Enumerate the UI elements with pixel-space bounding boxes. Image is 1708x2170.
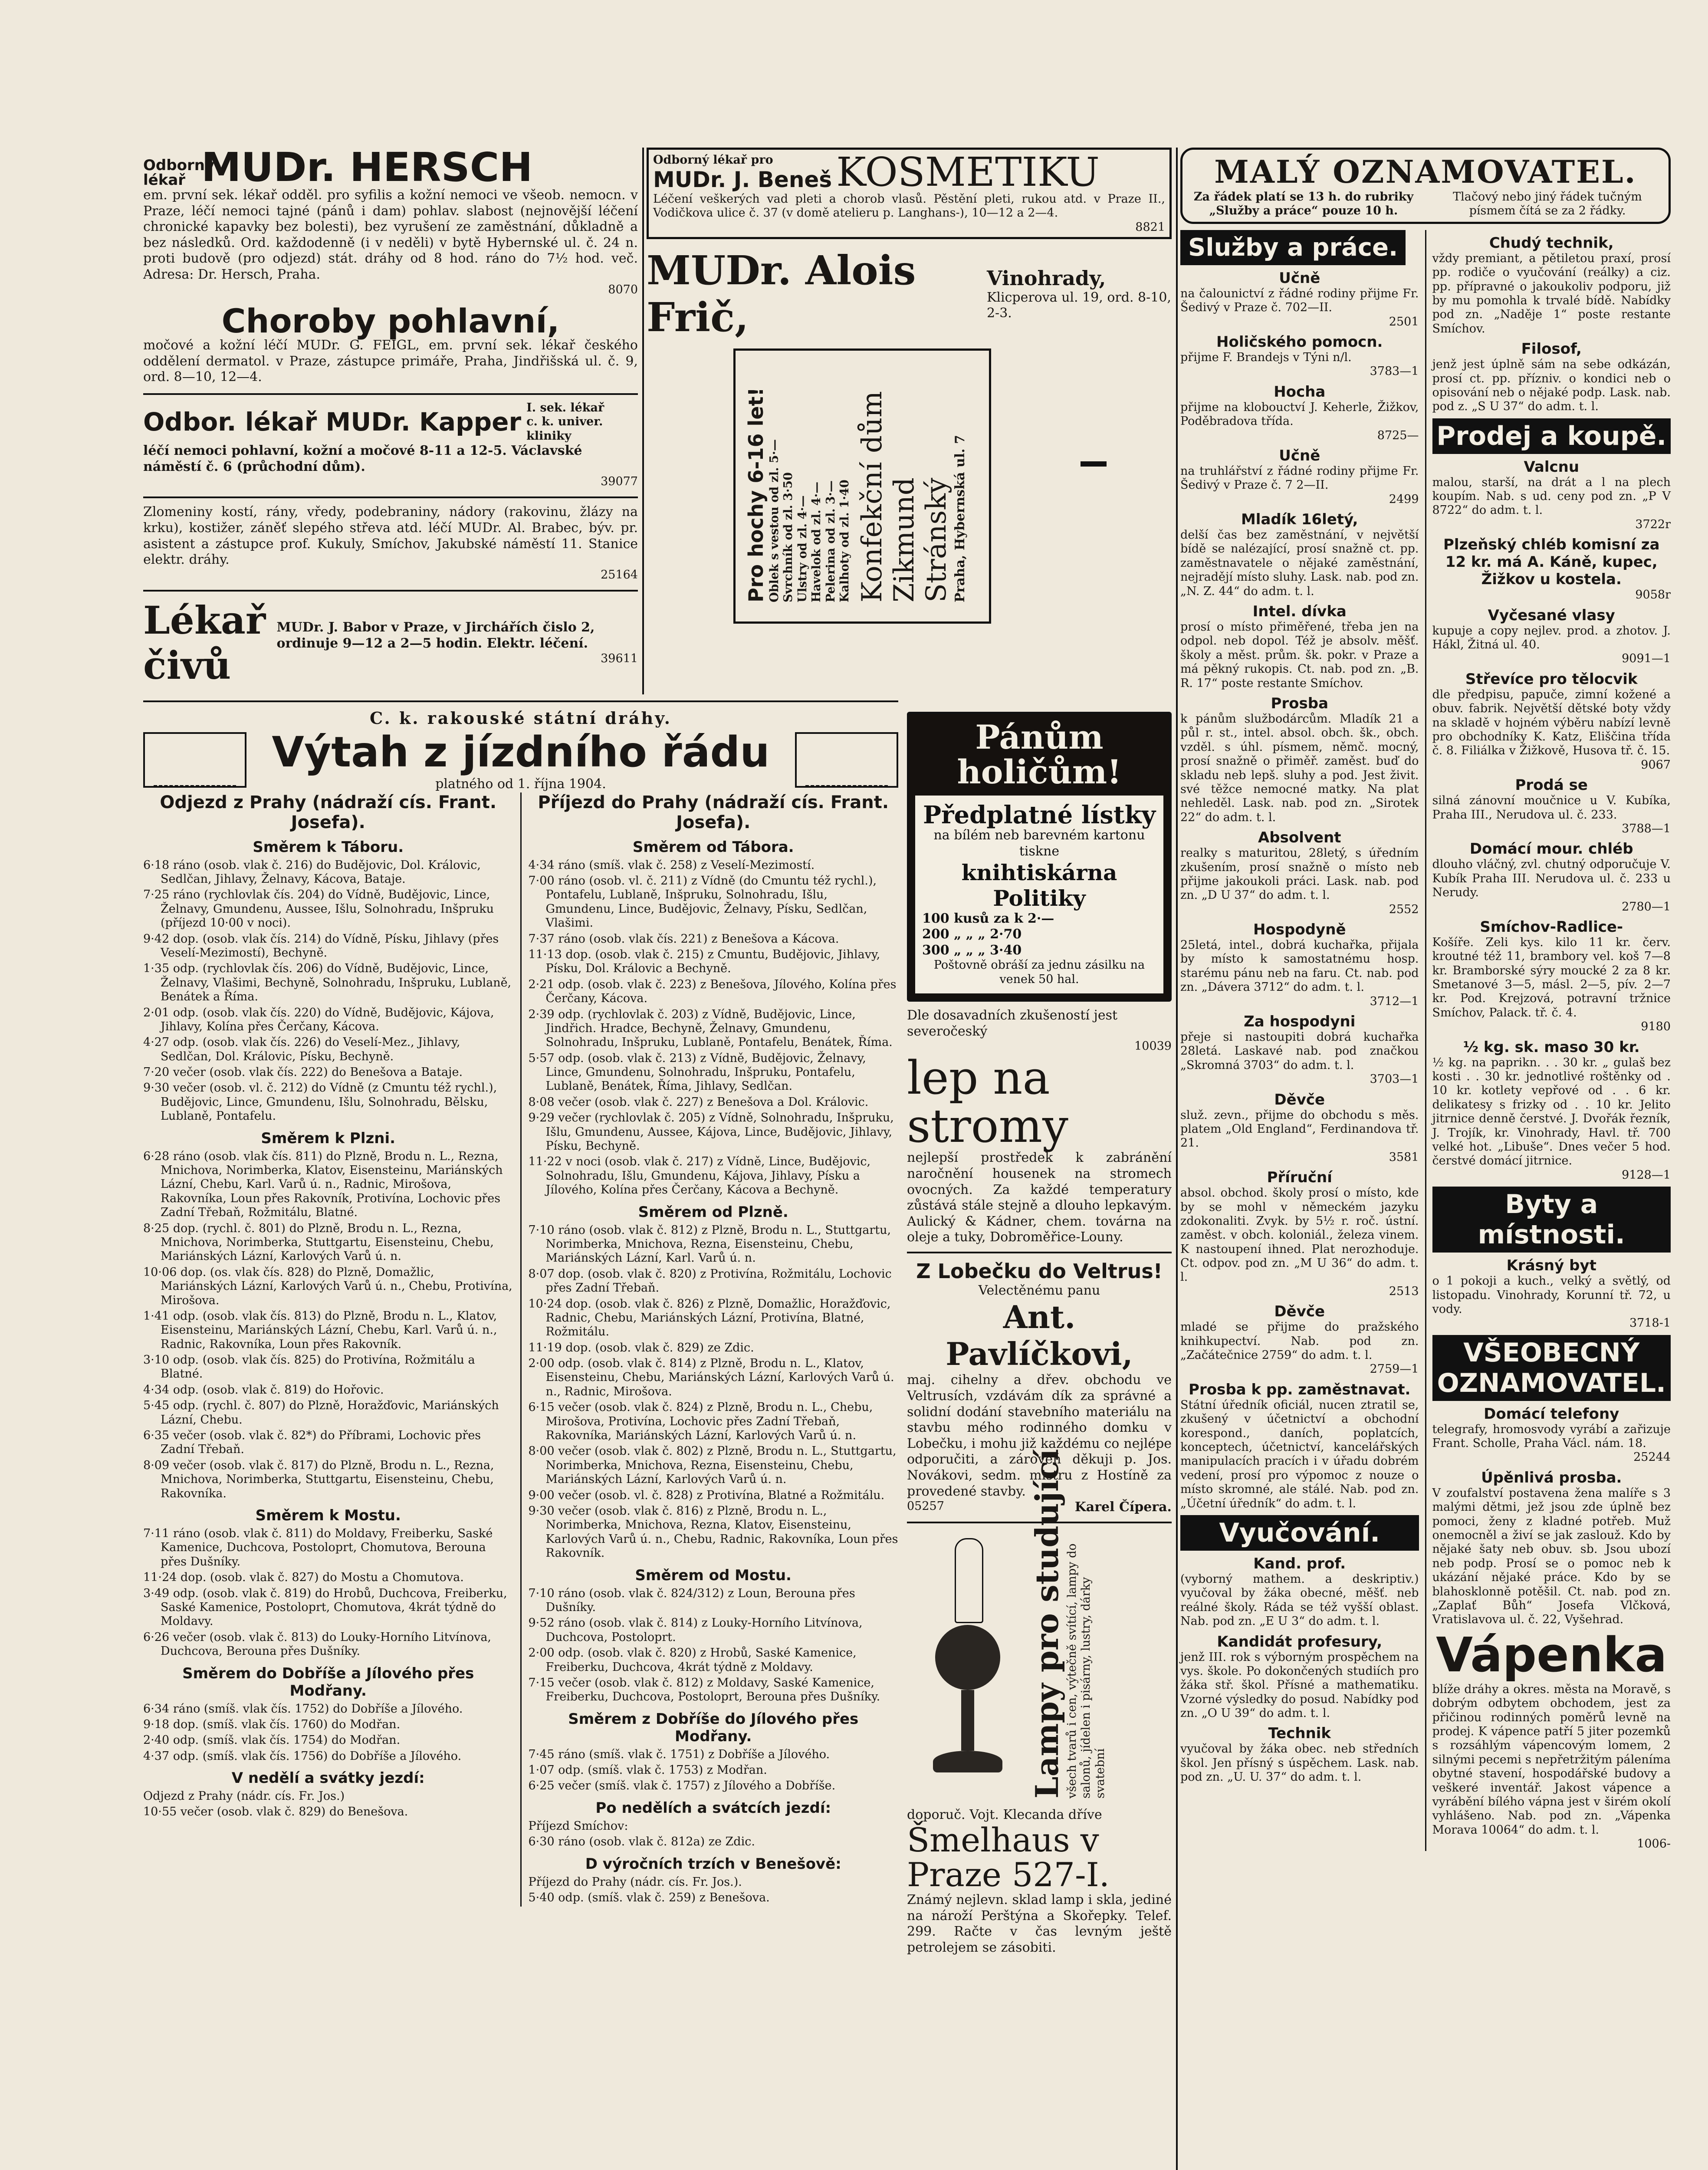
divider bbox=[143, 700, 898, 702]
classified-heading: Valcnu bbox=[1524, 458, 1580, 476]
lamp-vert: Lampy pro studující bbox=[1028, 1449, 1065, 1798]
kapper-title: Odbor. lékař MUDr. Kapper bbox=[143, 407, 522, 437]
tt-column-title: Odjezd z Prahy (nádraží cís. Frant. Josefa). bbox=[160, 792, 497, 832]
classified-num: 3788—1 bbox=[1622, 822, 1671, 835]
tt-entry: 7·11 ráno (osob. vlak č. 811) do Moldavy, Freiberku, Saské Kamenice, Duchcova, Postoloprt, Chomutova, Berouna přes Dušníky. bbox=[143, 1527, 493, 1568]
stransky-ad bbox=[647, 349, 1172, 618]
tt-entry: 8·09 večer (osob. vlak č. 817) do Plzně, Brodu n. L., Rezna, Mnichova, Norimberka, Stuttgartu, Eisensteinu, Chebu, Rakovníka. bbox=[143, 1458, 494, 1500]
classified-text: na truhlářství z řádné rodiny přijme Fr. Šedivý v Praze č. 7 2—II. bbox=[1180, 464, 1419, 492]
feigl-ad bbox=[143, 301, 638, 385]
section-tuition: Vyučování. bbox=[1180, 1515, 1419, 1551]
classified-heading: Úpěnlivá prosba. bbox=[1481, 1469, 1622, 1486]
classified-heading: Učně bbox=[1279, 447, 1320, 464]
stransky-item: Havelok od zl. 4·— bbox=[810, 482, 824, 603]
tt-entry: Odjezd z Prahy (nádr. cís. Fr. Jos.) bbox=[143, 1789, 345, 1803]
classified-text: Státní úředník oficiál, nucen ztratil se, zkušený v účetnictví a obchodní korespond., daních, poplatcích, konceptech, účetnictví, kancelářských manipulacích pracích i v úřadu dobrém vedení, prosí pro výpomoc z nouze o místo skromné, ale stálé. Nab. pod zn. „Účetní úředník“ do adm. t. l. bbox=[1180, 1398, 1419, 1510]
classified-heading: Technik bbox=[1268, 1725, 1331, 1743]
tt-column-title: Příjezd do Prahy (nádraží cís. Frant. Josefa). bbox=[538, 792, 889, 832]
tt-section-heading: Směrem od Tábora. bbox=[632, 838, 794, 856]
classifieds-right bbox=[1432, 230, 1671, 1851]
tt-entry: 2·00 odp. (osob. vlak č. 814) z Plzně, Brodu n. L., Klatov, Eisensteinu, Chebu, Mariánských Lázní, Karlových Varů ú. n., Radnic, Mirošova. bbox=[528, 1357, 894, 1398]
lep-text: nejlepší prostředek k zabránění naročnění housenek na stromech ovocných. Za každé temperatury zůstává stále stejně a dlouho lepkavým. Aulický & Kádner, chem. továrna na oleje a tuky, Dobroměřice-Louny. bbox=[907, 1150, 1172, 1245]
stransky-item: Svrchník od zl. 3·50 bbox=[782, 472, 795, 603]
tt-section-heading: Směrem k Plzni. bbox=[261, 1129, 396, 1147]
classified-num: 2501 bbox=[1389, 315, 1419, 329]
tt-entry: 5·45 odp. (rychl. č. 807) do Plzně, Horažďovic, Mariánských Lázní, Chebu. bbox=[143, 1399, 499, 1427]
babor-num: 39611 bbox=[601, 651, 638, 665]
classified-text: 25letá, intel., dobrá kuchařka, přijala by místo k samostatnému hosp. starému pánu neb na faru. Ct. nab. pod zn. „Dávera 3712“ do adm. t. l. bbox=[1180, 938, 1419, 994]
tt-sunday-l4: 5·40 odp. (smíš. vlak č. 259) z Benešova. bbox=[528, 1891, 770, 1905]
tt-departures bbox=[143, 792, 513, 1907]
tt-section-heading: Směrem od Plzně. bbox=[638, 1203, 788, 1221]
holic-text: na bílém neb barevném kartonu tiskne bbox=[933, 828, 1145, 859]
classified-text: absol. obchod. školy prosí o místo, kde by se mohl v německém jazyku zdokonaliti. Zvyk. by 5½ r. roč. ústní. zaměst. v obch. koloniál., železa vinem. K nastoupení ihned. Plat nerozhoduje. Ct. odpov. pod zn. „M U 36“ do adm. t. l. bbox=[1180, 1186, 1419, 1284]
divider bbox=[143, 590, 638, 592]
classifieds-title: MALÝ OZNAMOVATEL. bbox=[1214, 153, 1637, 190]
classified-heading: Filosof, bbox=[1521, 340, 1582, 358]
tt-entry: 1·35 odp. (rychlovlak čís. 206) do Vídně, Budějovic, Lince, Želnavy, Vlašimi, Bechyně, Solnohradu, Inšpruku, Lublaně, Benátek a Říma. bbox=[143, 962, 512, 1004]
column-rule bbox=[1176, 148, 1178, 2170]
lep-num: 10039 bbox=[1134, 1039, 1172, 1053]
classified-heading: Krásný byt bbox=[1506, 1257, 1596, 1275]
classified-num: 9180 bbox=[1641, 1020, 1671, 1034]
section-buy-sell: Prodej a koupě. bbox=[1432, 418, 1671, 454]
fric-ad bbox=[647, 247, 1172, 341]
holic-firm: knihtiskárna Politiky bbox=[961, 859, 1117, 911]
tt-entry: 9·00 večer (osob. vl. č. 828) z Protivína, Blatné a Rožmitálu. bbox=[528, 1488, 885, 1502]
classified-text: služ. zevn., přijme do obchodu s měs. platem „Old England“, Ferdinandova tř. 21. bbox=[1180, 1108, 1419, 1150]
classified-heading: Absolvent bbox=[1258, 829, 1341, 847]
babor-text: MUDr. J. Babor v Praze, v Jirchářích čislo 2, ordinuje 9—12 a 2—5 hodin. Elektr. léčení. bbox=[276, 620, 595, 651]
classified-text: prosí o místo přiměřené, třeba jen na odpol. neb dopol. Též je absolv. měšť. školy a měst. prům. šk. pokr. v Praze a má pěkný rukopis. Ct. nab. pod zn. „B. R. 17“ poste restante Smíchov. bbox=[1180, 620, 1419, 690]
babor-title: Lékař čivů bbox=[143, 598, 266, 688]
benes-title: KOSMETIKU bbox=[836, 149, 1100, 195]
classified-num: 3718-1 bbox=[1629, 1316, 1671, 1330]
holic-inner bbox=[915, 796, 1163, 994]
tt-entry: 1·07 odp. (smíš. vlak č. 1753) z Modřan. bbox=[528, 1763, 767, 1777]
classified-text: dlouho vláčný, zvl. chutný odporučuje V. Kubík Praha III. Nerudova ul. č. 233 u Nerudy. bbox=[1432, 858, 1671, 900]
classified-text: delší čas bez zaměstnání, v největší bídě se nalézající, prosí snažně ct. pp. zaměstnavatele o nějaké zaměstnání, nejradějí místo sluhy. Lask. nab. pod zn. „N. Z. 44“ do adm. t. l. bbox=[1180, 528, 1419, 598]
classified-heading: Učně bbox=[1279, 269, 1320, 287]
tt-entry: 6·18 ráno (osob. vlak č. 216) do Budějovic, Dol. Královic, Sedlčan, Jihlavy, Želnavy, Kácova, Bataje. bbox=[143, 858, 481, 886]
tt-entry: 7·10 ráno (osob. vlak č. 824/312) z Loun, Berouna přes Dušníky. bbox=[528, 1586, 855, 1614]
classified-num: 3783—1 bbox=[1370, 365, 1419, 378]
holic-ad bbox=[907, 712, 1172, 1002]
divider bbox=[143, 393, 638, 395]
tt-entry: 1·41 odp. (osob. vlak čís. 813) do Plzně, Brodu n. L., Klatov, Eisensteinu, Mariánských Lázní, Chebu, Karl. Varů ú. n., Radnic, Rakovníka, Loun přes Rakovník. bbox=[143, 1309, 497, 1351]
classifieds-header bbox=[1180, 148, 1671, 224]
classified-text: k pánům službodárcům. Mladík 21 a půl r. st., intel. absol. obch. šk., obch. vzděl. s úhl. písmem, němč. mocný, prosí snažně o přiměř. zaměst. buď do skladu neb lepš. sluhy a pod. Jest živit. své těžce nemocné matky. Na plat nehleděl. Lask. nab. pod zn. „Sirotek 22“ do adm. t. l. bbox=[1180, 712, 1419, 824]
babor-ad bbox=[143, 598, 638, 688]
kapper-text: léčí nemoci pohlavní, kožní a močové 8-11 a 12-5. Václavské náměstí č. 6 (průchodní dům). bbox=[143, 443, 582, 474]
tt-entry: 4·27 odp. (osob. vlak čís. 226) do Veselí-Mez., Jihlavy, Sedlčan, Dol. Královic, Písku, Bechyně. bbox=[143, 1036, 460, 1063]
column-middle-ads bbox=[907, 712, 1172, 1956]
classified-num: 9058r bbox=[1635, 588, 1671, 602]
dash-mark bbox=[1081, 461, 1107, 467]
classified-num: 2759—1 bbox=[1370, 1362, 1419, 1376]
classified-text: jenž jest úplně sám na sebe odkázán, prosí ct. pp. přízniv. o kondici neb o opisování neb o nějaké podp. Lask. nab. pod z. „S U 37“ do adm. t. l. bbox=[1432, 358, 1671, 414]
tt-entry: 4·34 ráno (smíš. vlak č. 258) z Veselí-Mezimostí. bbox=[528, 858, 815, 872]
classified-num: 9128—1 bbox=[1622, 1168, 1671, 1182]
pav-num: 05257 bbox=[907, 1499, 944, 1513]
brabec-num: 25164 bbox=[601, 568, 638, 582]
classified-heading: Chudý technik, bbox=[1489, 234, 1614, 252]
locomotive-icon bbox=[143, 732, 246, 788]
tt-entry: 10·55 večer (osob. vlak č. 829) do Benešova. bbox=[143, 1805, 408, 1819]
section-services: Služby a práce. bbox=[1180, 230, 1406, 265]
classified-text: dle předpisu, papuče, zimní kožené a obuv. fabrik. Největší dětské boty vždy na skladě v hojném výběru nabízí levně pro obchodníky K. Katz, Eliščina třída č. 8. Filiálka v Žižkově, Husova tř. č. 15. bbox=[1432, 687, 1671, 758]
classified-heading: Kand. prof. bbox=[1253, 1555, 1346, 1572]
tt-entry: 9·30 večer (osob. vlak č. 816) z Plzně, Brodu n. L., Norimberka, Mnichova, Rezna, Klatov, Eisensteinu, Karlových Varů ú. n., Chebu, Radnic, Rakovníka, Loun přes Rakovník. bbox=[528, 1504, 898, 1560]
tt-entry: 2·39 odp. (rychlovlak č. 203) z Vídně, Budějovic, Lince, Jindřich. Hradce, Bechyně, Želnavy, Gmundenu, Solnohradu, Inšpruku, Lublaně, Pontafelu, Benátek, Říma. bbox=[528, 1007, 893, 1049]
tt-entry: 4·34 odp. (osob. vlak č. 819) do Hořovic. bbox=[143, 1383, 384, 1397]
tt-entry: 7·37 ráno (osob. vlak čís. 221) z Benešova a Kácova. bbox=[528, 932, 839, 946]
benes-num: 8821 bbox=[1135, 220, 1165, 234]
classified-num: 3712—1 bbox=[1370, 994, 1419, 1008]
classifieds-left bbox=[1180, 230, 1419, 1851]
classified-text: telegrafy, hromosvody vyrábí a zařizuje Frant. Scholle, Praha Václ. nám. 18. bbox=[1432, 1422, 1671, 1450]
classified-text: přeje si nastoupiti dobrá kuchařka 28letá. Laskavé nab. pod značkou „Skromná 3703“ do adm. t. l. bbox=[1180, 1030, 1419, 1072]
feigl-text: močové a kožní léčí MUDr. G. FEIGL, em. první sek. lékař českého oddělení dermatol. v Praze, zástupce primáře, Praha, Jindřišská ul. č. 9, ord. 8—10, 12—4. bbox=[143, 337, 638, 385]
tt-entry: 9·30 večer (osob. vl. č. 212) do Vídně (z Cmuntu též rychl.), Budějovic, Lince, Gmundenu, Išlu, Solnohradu, Bělsku, Lublaně, Pontafelu. bbox=[143, 1081, 497, 1123]
fric-place: Vinohrady, bbox=[986, 266, 1106, 290]
classified-heading: Hospodyně bbox=[1253, 921, 1346, 939]
classified-text: vyučoval by žáka obec. neb středních škol. Jen přísný s úspěchem. Lask. nab. pod zn. „U. U. 37“ do adm. t. l. bbox=[1180, 1742, 1419, 1784]
lep-intro: Dle dosavadních zkušeností jest severočeský bbox=[907, 1008, 1118, 1039]
tt-entry: 5·57 odp. (osob. vlak č. 213) z Vídně, Budějovic, Želnavy, Lince, Gmundenu, Solnohradu, Inšpruku, Pontafelu, Lublaně, Benátek, Říma, Jihlavy, Sedlčan. bbox=[528, 1051, 866, 1093]
classified-num: 2780—1 bbox=[1622, 900, 1671, 914]
pav-title: Z Lobečku do Veltrus! bbox=[916, 1259, 1163, 1283]
tt-entry: 2·00 odp. (osob. vlak č. 820) z Hrobů, Saské Kamenice, Freiberku, Duchcova, 4krát týdně z Moldavy. bbox=[528, 1646, 857, 1674]
benes-ad bbox=[647, 148, 1172, 239]
tt-entry: 6·28 ráno (osob. vlak čís. 811) do Plzně, Brodu n. L., Rezna, Mnichova, Norimberka, Klatov, Eisensteinu, Mariánských Lázní, Chebu, Karl. Varů ú. n., Radnic, Mirošova, Rakovníka, Loun přes Rakovník, Protivína, Lochovic přes Zadní Třebaň, Rožmitálu, Blatné. bbox=[143, 1149, 503, 1220]
brabec-ad bbox=[143, 504, 638, 582]
classified-text: o 1 pokoji a kuch., velký a světlý, od listopadu. Vinohrady, Korunní tř. 72, u vody. bbox=[1432, 1274, 1671, 1316]
tt-sunday-l2: 6·30 ráno (osob. vlak č. 812a) ze Zdic. bbox=[528, 1835, 755, 1849]
lamp-big: Šmelhaus v Praze 527-I. bbox=[907, 1821, 1110, 1894]
tt-entry: 7·20 večer (osob. vlak čís. 222) do Benešova a Bataje. bbox=[143, 1065, 463, 1079]
lamp-text: Známý nejlevn. sklad lamp i skla, jediné na nároží Perštýna a Skořepky. Telef. 299. Račte v čas levným ještě petrolejem se zásobiti. bbox=[907, 1892, 1172, 1955]
classified-heading: Za hospodyni bbox=[1244, 1013, 1356, 1031]
classified-heading: Intel. dívka bbox=[1252, 603, 1347, 621]
pav-sub: Velectěnému panu bbox=[978, 1282, 1100, 1298]
lamp-small: všech tvarů i cen, výtečně svítící, lampy do salonů, jídelen i pisárny, lustry, dárky svatební bbox=[1065, 1543, 1107, 1798]
classified-heading: Prosba k pp. zaměstnavat. bbox=[1189, 1381, 1411, 1398]
tt-entry: 8·08 večer (osob. vlak č. 227) z Benešova a Dol. Královic. bbox=[528, 1095, 869, 1109]
stransky-item: Ulstry od zl. 4·— bbox=[795, 495, 809, 603]
tt-entry: 7·25 ráno (rychlovlak čís. 204) do Vídně, Budějovic, Lince, Želnavy, Gmundenu, Aussee, Išlu, Solnohradu, Inšpruku (příjezd 10·00 v noci). bbox=[143, 888, 494, 930]
oil-lamp-icon bbox=[924, 1538, 1011, 1781]
tt-sunday-l1: Příjezd Smíchov: bbox=[528, 1819, 628, 1833]
tt-title: Výtah z jízdního řádu bbox=[272, 728, 770, 776]
classified-text: na čalounictví z řádné rodiny přijme Fr. Šedivý v Praze č. 702—II. bbox=[1180, 286, 1419, 315]
tt-entry: 9·42 dop. (osob. vlak čís. 214) do Vídně, Písku, Jihlavy (přes Veselí-Mezimostí), Bechyně. bbox=[143, 932, 499, 960]
classified-heading: Děvče bbox=[1274, 1091, 1325, 1108]
tt-entry: 8·07 dop. (osob. vlak č. 820) z Protivína, Rožmitálu, Lochovic přes Zadní Třebaň. bbox=[528, 1267, 892, 1295]
classified-text: silná zánovní moučnice u V. Kubíka, Praha III., Nerudova ul. č. 233. bbox=[1432, 794, 1671, 822]
hersch-text: em. první sek. lékař odděl. pro syfilis a kožní nemoci ve všeob. nemocn. v Praze, léčí nemoci tajné (pánů i dam) pohlav. slabost (nejnovější léčení chronické kapavky bez bolesti), bez vyrušení ze zaměstnání, důkladně a bez následků. Ord. každodenně (i v neděli) v bytě Hybernské ul. č. 24 n. proti budově (pro odjezd) stát. dráhy od 8 hod. ráno do 7½ hod. več. Adresa: Dr. Hersch, Praha. bbox=[143, 187, 638, 282]
tt-entry: 3·10 odp. (osob. vlak čís. 825) do Protivína, Rožmitálu a Blatné. bbox=[143, 1353, 475, 1381]
classified-num: 2499 bbox=[1389, 492, 1419, 506]
hersch-num: 8070 bbox=[608, 283, 638, 296]
classified-heading: Kandidát profesury, bbox=[1217, 1633, 1383, 1651]
classified-text: (vyborný mathem. a deskriptiv.) vyučoval by žáka obecné, měšť. neb reálné školy. Ráda se též vyšší oblast. Nab. pod zn. „E U 3“ do adm. t. l. bbox=[1180, 1572, 1419, 1628]
tt-entry: 9·18 dop. (smíš. vlak čís. 1760) do Modřan. bbox=[143, 1717, 401, 1731]
classified-text: kupuje a copy nejlev. prod. a zhotov. J. Hákl, Žitná ul. 40. bbox=[1432, 624, 1671, 652]
classified-num: 25244 bbox=[1633, 1450, 1671, 1464]
holic-price: 300 „ „ „ 3·40 bbox=[922, 942, 1022, 958]
benes-name: MUDr. J. Beneš bbox=[653, 167, 832, 192]
tt-entry: 4·37 odp. (smíš. vlak čís. 1756) do Dobříše a Jílového. bbox=[143, 1749, 462, 1763]
benes-text: Léčení veškerých vad pleti a chorob vlasů. Pěstění pleti, rukou atd. v Praze II., Vodičkova ulice č. 37 (v domě atelieru p. Langhans-), 10—12 a 2—4. bbox=[653, 192, 1165, 220]
stransky-frame bbox=[733, 349, 991, 624]
classifieds-rate: Za řádek platí se 13 h. do rubriky „Služby a práce“ pouze 10 h. bbox=[1193, 190, 1414, 218]
classified-num: 3581 bbox=[1389, 1150, 1419, 1164]
classified-num: 3722r bbox=[1635, 517, 1671, 531]
locomotive-icon bbox=[795, 732, 898, 788]
classified-heading: Plzeňský chléb komisní za 12 kr. má A. Káně, kupec, Žižkov u kostela. bbox=[1443, 536, 1660, 589]
classified-heading: Střevíce pro tělocvik bbox=[1465, 670, 1638, 688]
tt-entry: 6·34 ráno (smíš. vlak čís. 1752) do Dobříše a Jílového. bbox=[143, 1702, 463, 1716]
section-flats: Byty a místnosti. bbox=[1432, 1187, 1671, 1253]
classified-text: Košíře. Zeli kys. kilo 11 kr. červ. kroutné též 11, brambory vel. koš 7—8 kr. Bramborské sýry moucké 2 za 8 kr. Smetanové 3—5, másl. 2—5, pív. 2—7 kr. Pod. Krejzová, potravní tržnice Smíchov, Palack. tř. č. 4. bbox=[1432, 935, 1671, 1019]
holic-price: 100 kusů za k 2·— bbox=[922, 911, 1054, 926]
tt-section-heading: Směrem do Dobříše a Jílového přes Modřany. bbox=[182, 1664, 474, 1700]
tt-entry: 11·13 dop. (osob. vlak č. 215) z Cmuntu, Budějovic, Jihlavy, Písku, Dol. Královic a Bechyně. bbox=[528, 947, 880, 976]
column-cosmetic-ads bbox=[647, 148, 1172, 694]
section-general: VŠEOBECNÝ OZNAMOVATEL. bbox=[1432, 1335, 1671, 1401]
stransky-item: Kalhoty od zl. 1·40 bbox=[838, 480, 851, 603]
classified-num: 2513 bbox=[1389, 1284, 1419, 1298]
tt-entry: 7·15 večer (osob. vlak č. 812) z Moldavy, Saské Kamenice, Freiberku, Duchcova, Postoloprt, Berouna přes Dušníky. bbox=[528, 1676, 880, 1704]
tt-entry: 11·19 dop. (osob. vlak č. 829) ze Zdic. bbox=[528, 1341, 754, 1355]
classified-text: realky s maturitou, 28letý, s úředním zkušením, prosí snažně o místo neb přijme jakoukoli práci. Lask. nab. pod zn. „D U 37“ do adm. t. l. bbox=[1180, 846, 1419, 902]
hersch-kicker: Odborný lékař bbox=[143, 157, 215, 189]
classified-text: vždy premiant, a pětiletou praxí, prosí pp. rodiče o vyučování (reálky) a ciz. pp. přípravné o jakoukoliv podporu, již by mu pomohla k trvalé bídě. Nabídky pod zn. „Naděje 1“ poste restante Smíchov. bbox=[1432, 251, 1671, 335]
pav-name: Ant. Pavlíčkovi, bbox=[946, 1299, 1133, 1373]
column-rule bbox=[1425, 230, 1426, 1851]
tt-entry: 6·35 večer (osob. vlak č. 82*) do Příbrami, Lochovic přes Zadní Třebaň. bbox=[143, 1429, 481, 1457]
tt-sunday-l3: Příjezd do Prahy (nádr. cís. Fr. Jos.). bbox=[528, 1875, 742, 1889]
classified-text: přijme na klobouctví J. Keherle, Žižkov, Poděbradova třída. bbox=[1180, 400, 1419, 428]
classified-heading: Děvče bbox=[1274, 1303, 1325, 1321]
classified-num: 2552 bbox=[1389, 902, 1419, 916]
tt-entry: 6·15 večer (osob. vlak č. 824) z Plzně, Brodu n. L., Chebu, Mirošova, Protivína, Lochovic přes Zadní Třebaň, Rakovníka, Mariánských Lázní, Karlových Varů ú. n. bbox=[528, 1401, 873, 1443]
vapenka-title: Vápenka bbox=[1436, 1627, 1667, 1683]
classified-num: 9091—1 bbox=[1622, 652, 1671, 666]
tt-entry: 3·49 odp. (osob. vlak č. 819) do Hrobů, Duchcova, Freiberku, Saské Kamenice, Postoloprt, Chomutova, 4krát týdně do Moldavy. bbox=[143, 1586, 507, 1628]
column-rule bbox=[642, 148, 644, 694]
classified-heading: Holičského pomocn. bbox=[1216, 333, 1383, 351]
tt-entry: 9·29 večer (rychlovlak č. 205) z Vídně, Solnohradu, Inšpruku, Išlu, Gmundenu, Aussee, Kájova, Lince, Budějovic, Jihlavy, Písku, Bechyně. bbox=[528, 1111, 894, 1153]
hersch-name: MUDr. HERSCH bbox=[201, 144, 533, 191]
kapper-sub: I. sek. lékař c. k. univer. kliniky bbox=[526, 401, 604, 443]
tt-sunday-h: Po nedělích a svátcích jezdí: bbox=[595, 1799, 831, 1817]
classified-text: blíže dráhy a okres. města na Moravě, s dobrým odbytem obchodem, jest za přičinou rodinných poměrů levně na prodej. K vápence patří 5 jiter pozemků s rozsáhlým vápencovým lomem, 2 silnými pecemi s nepřetržitým páleníma obytné stavení, hospodářské budovy a veškeré inventář. Jakost vápence a vyrábění bílého vápna jest v širém okolí vyhlášeno. Nab. pod zn. „Vápenka Morava 10064“ do adm. t. l. bbox=[1432, 1682, 1671, 1837]
tt-entry: 7·00 ráno (osob. vl. č. 211) z Vídně (do Cmuntu též rychl.), Pontafelu, Lublaně, Inšpruku, Solnohradu, Išlu, Gmundenu, Lince, Budějovic, Želnavy, Písku, Sedlčan, Vlašimi. bbox=[528, 874, 877, 930]
classified-heading: Domácí mour. chléb bbox=[1469, 840, 1633, 858]
tt-entry: 8·25 dop. (rychl. č. 801) do Plzně, Brodu n. L., Rezna, Mnichova, Norimberka, Stuttgartu, Eisensteinu, Chebu, Mariánských Lázní, Karlových Varů ú. n. bbox=[143, 1221, 494, 1263]
classified-num: 9067 bbox=[1641, 758, 1671, 772]
classified-text: jenž III. rok s výborným prospěchem na vys. škole. Po dokončených studiích pro žáka stř. škol. Přísné a mathematiku. Vzorné výsledky do posud. Nabídky pod zn. „O U 39“ do adm. t. l. bbox=[1180, 1650, 1419, 1720]
fric-title: MUDr. Alois Frič, bbox=[647, 247, 916, 341]
fric-addr: Klicperova ul. 19, ord. 8-10, 2-3. bbox=[986, 289, 1171, 321]
classified-heading: Prosba bbox=[1271, 694, 1329, 712]
classified-heading: Příruční bbox=[1267, 1169, 1332, 1187]
classified-heading: Mladík 16letý, bbox=[1241, 511, 1358, 529]
lamp-firm: doporuč. Vojt. Klecanda dříve bbox=[907, 1807, 1102, 1822]
classified-heading: Smíchov-Radlice- bbox=[1480, 918, 1623, 936]
tt-entry: 2·21 odp. (osob. vlak č. 223) z Benešova, Jílového, Kolína přes Čerčany, Kácova. bbox=[528, 977, 897, 1006]
tt-entry: 2·40 odp. (smíš. vlak čís. 1754) do Modřan. bbox=[143, 1733, 401, 1747]
feigl-title: Choroby pohlavní, bbox=[221, 301, 560, 340]
kapper-ad bbox=[143, 401, 638, 489]
tt-entry: 7·45 ráno (smíš. vlak č. 1751) z Dobříše a Jílového. bbox=[528, 1747, 830, 1761]
classified-num: 1006- bbox=[1637, 1837, 1671, 1851]
tt-entry: 7·10 ráno (osob. vlak č. 812) z Plzně, Brodu n. L., Stuttgartu, Norimberka, Mnichova, Rezna, Eisensteinu, Chebu, Mariánských Lázní, Karl. Varů ú. n. bbox=[528, 1223, 891, 1265]
tt-entry: 6·26 večer (osob. vlak č. 813) do Louky-Horního Litvínova, Duchcova, Berouna přes Dušníky. bbox=[143, 1630, 492, 1658]
classified-text: malou, starší, na drát a l na plech koupím. Nab. s ud. ceny pod zn. „P V 8722“ do adm. t. l. bbox=[1432, 475, 1671, 517]
divider bbox=[143, 496, 638, 498]
timetable bbox=[143, 694, 898, 2170]
tt-section-heading: Směrem z Dobříše do Jílového přes Modřany. bbox=[568, 1710, 859, 1745]
classified-heading: Hocha bbox=[1274, 383, 1326, 401]
tt-entry: 2·01 odp. (osob. vlak čís. 220) do Vídně, Budějovic, Kájova, Jihlavy, Kolína přes Čerčany, Kácova. bbox=[143, 1006, 494, 1033]
classified-text: V zoufalství postavena žena malíře s 3 malými dětmi, jež jsou zde úplně bez pomoci, ženy z kladné potřeb. Muž onemocněl a živí se jak zaslouž. Kdo by nějaké šaty neb obuv. sb. Jsou ubozí neb podp. Prosí se o pomoc neb k ukázání nějaké práce. Kdo by se blahosklonně potěšil. Ct. nab. pod zn. „Zaplať Bůh“ Josefa Vlčková, Vratislavova ul. č. 22, Vyšehrad. bbox=[1432, 1486, 1671, 1627]
newspaper-page bbox=[143, 144, 1671, 2170]
classified-text: ½ kg. na paprikn. . . 30 kr. „ gulaš bez kosti . . 30 kr. jednotlivé roštěnky od . 10 kr. kotlety vepřové od . . 6 kr. delikatesy s frizky od . . 10 kr. Jelito jitrnice denně čerstvé. J. Dvořák řezník, J. Trojík, kr. Vinohrady, Havl. tř. 700 velké hot. „Libuše“. Dnes večer 5 hod. čerstvé domácí jitrnice. bbox=[1432, 1055, 1671, 1168]
kapper-num: 39077 bbox=[601, 475, 638, 489]
pav-text: maj. cihelny a dřev. obchodu ve Veltrusích, vzdávám dík za správné a solidní dodání stavebního materiálu na stavbu mého rodinného domku v Lobečku, i mohu již každému co nejlépe odporučiti, a zároveň děkuji p. Jos. Novákovi, sedm. mistru z Hostíně za provedené stavby. bbox=[907, 1372, 1172, 1499]
column-medical-ads bbox=[143, 144, 638, 694]
tt-company: C. k. rakouské státní dráhy. bbox=[369, 708, 672, 728]
tt-entry: 10·24 dop. (osob. vlak č. 826) z Plzně, Domažlic, Horažďovic, Radnic, Chebu, Mariánských Lázní, Protivína, Blatné, Rožmitálu. bbox=[528, 1297, 891, 1339]
tt-entry: 11·24 dop. (osob. vlak č. 827) do Mostu a Chomutova. bbox=[143, 1571, 464, 1585]
classified-heading: ½ kg. sk. maso 30 kr. bbox=[1463, 1038, 1640, 1056]
holic-title: Pánům holičům! bbox=[957, 718, 1122, 791]
classified-text: mladé se přijme do pražského knihkupectví. Nab. pod zn. „Začátečnice 2759“ do adm. t. l. bbox=[1180, 1320, 1419, 1362]
column-rule bbox=[520, 792, 522, 1907]
holic-sub: Předplatné lístky bbox=[923, 800, 1156, 829]
tt-section-heading: Směrem od Mostu. bbox=[635, 1566, 792, 1584]
tt-entry: 8·00 večer (osob. vlak č. 802) z Plzně, Brodu n. L., Stuttgartu, Norimberka, Mnichova, Rezna, Eisensteinu, Chebu, Mariánských Lázní, Karlových Varů ú. n. bbox=[528, 1444, 897, 1486]
divider bbox=[907, 1252, 1172, 1253]
holic-post: Poštovně obráší za jednu zásilku na venek 50 hal. bbox=[933, 958, 1145, 986]
stransky-item: Oblek s vestou od zl. 5·— bbox=[768, 439, 781, 603]
brabec-text: Zlomeniny kostí, rány, vředy, podebraniny, nádory (rakovinu, žlázy na krku), kostižer, záněť slepého střeva atd. léčí MUDr. Al. Brabec, býv. pr. asistent a zástupce prof. Kukuly, Smíchov, Jakubské náměstí 11. Stanice elektr. dráhy. bbox=[143, 504, 638, 568]
lep-title: lep na stromy bbox=[907, 1051, 1068, 1153]
tt-section-heading: Směrem k Táboru. bbox=[253, 838, 404, 856]
classified-heading: Prodá se bbox=[1515, 776, 1588, 794]
tt-entry: 6·25 večer (smíš. vlak č. 1757) z Jílového a Dobříše. bbox=[528, 1779, 836, 1793]
tt-entry: 10·06 dop. (os. vlak čís. 828) do Plzně, Domažlic, Mariánských Lázní, Karlových Varů ú. n., Chebu, Protivína, Mirošova. bbox=[143, 1265, 512, 1307]
tt-entry: 11·22 v noci (osob. vlak č. 217) z Vídně, Lince, Budějovic, Solnohradu, Išlu, Gmundenu, Kájova, Jihlavy, Písku a Jílového, Kolína přes Čerčany, Kácova a Bechyně. bbox=[528, 1155, 871, 1197]
column-classifieds bbox=[1180, 148, 1671, 1851]
tt-entry: 9·52 ráno (osob. vlak č. 814) z Louky-Horního Litvínova, Duchcova, Postoloprt. bbox=[528, 1616, 863, 1644]
benes-kicker: Odborný lékař pro bbox=[653, 153, 773, 167]
stransky-item: Pelerina od zl. 3·— bbox=[824, 480, 838, 603]
classified-text: přijme F. Brandejs v Týni n/l. bbox=[1180, 350, 1352, 364]
hersch-ad bbox=[143, 144, 638, 297]
classified-heading: Domácí telefony bbox=[1484, 1405, 1619, 1423]
classified-num: 8725— bbox=[1377, 428, 1419, 442]
tt-arrivals bbox=[529, 792, 899, 1907]
holic-price: 200 „ „ „ 2·70 bbox=[922, 927, 1022, 942]
stransky-head: Pro hochy 6-16 let! bbox=[744, 387, 768, 603]
stransky-big: Konfekční dům Zikmund Stránský bbox=[856, 391, 953, 603]
classified-num: 3703—1 bbox=[1370, 1072, 1419, 1086]
tt-section-heading: Směrem k Mostu. bbox=[255, 1507, 401, 1524]
classified-heading: Vyčesané vlasy bbox=[1488, 606, 1615, 624]
tt-valid: platného od 1. října 1904. bbox=[435, 776, 606, 792]
classifieds-note: Tlačový nebo jiný řádek tučným písmem čítá se za 2 řádky. bbox=[1453, 190, 1642, 218]
tt-section-heading: V nedělí a svátky jezdí: bbox=[231, 1769, 425, 1787]
tt-sunday-h2: D výročních trzích v Benešově: bbox=[585, 1855, 841, 1873]
pav-sign: Karel Čípera. bbox=[1074, 1499, 1172, 1515]
stransky-addr: Praha, Hybernská ul. 7 bbox=[953, 435, 968, 603]
